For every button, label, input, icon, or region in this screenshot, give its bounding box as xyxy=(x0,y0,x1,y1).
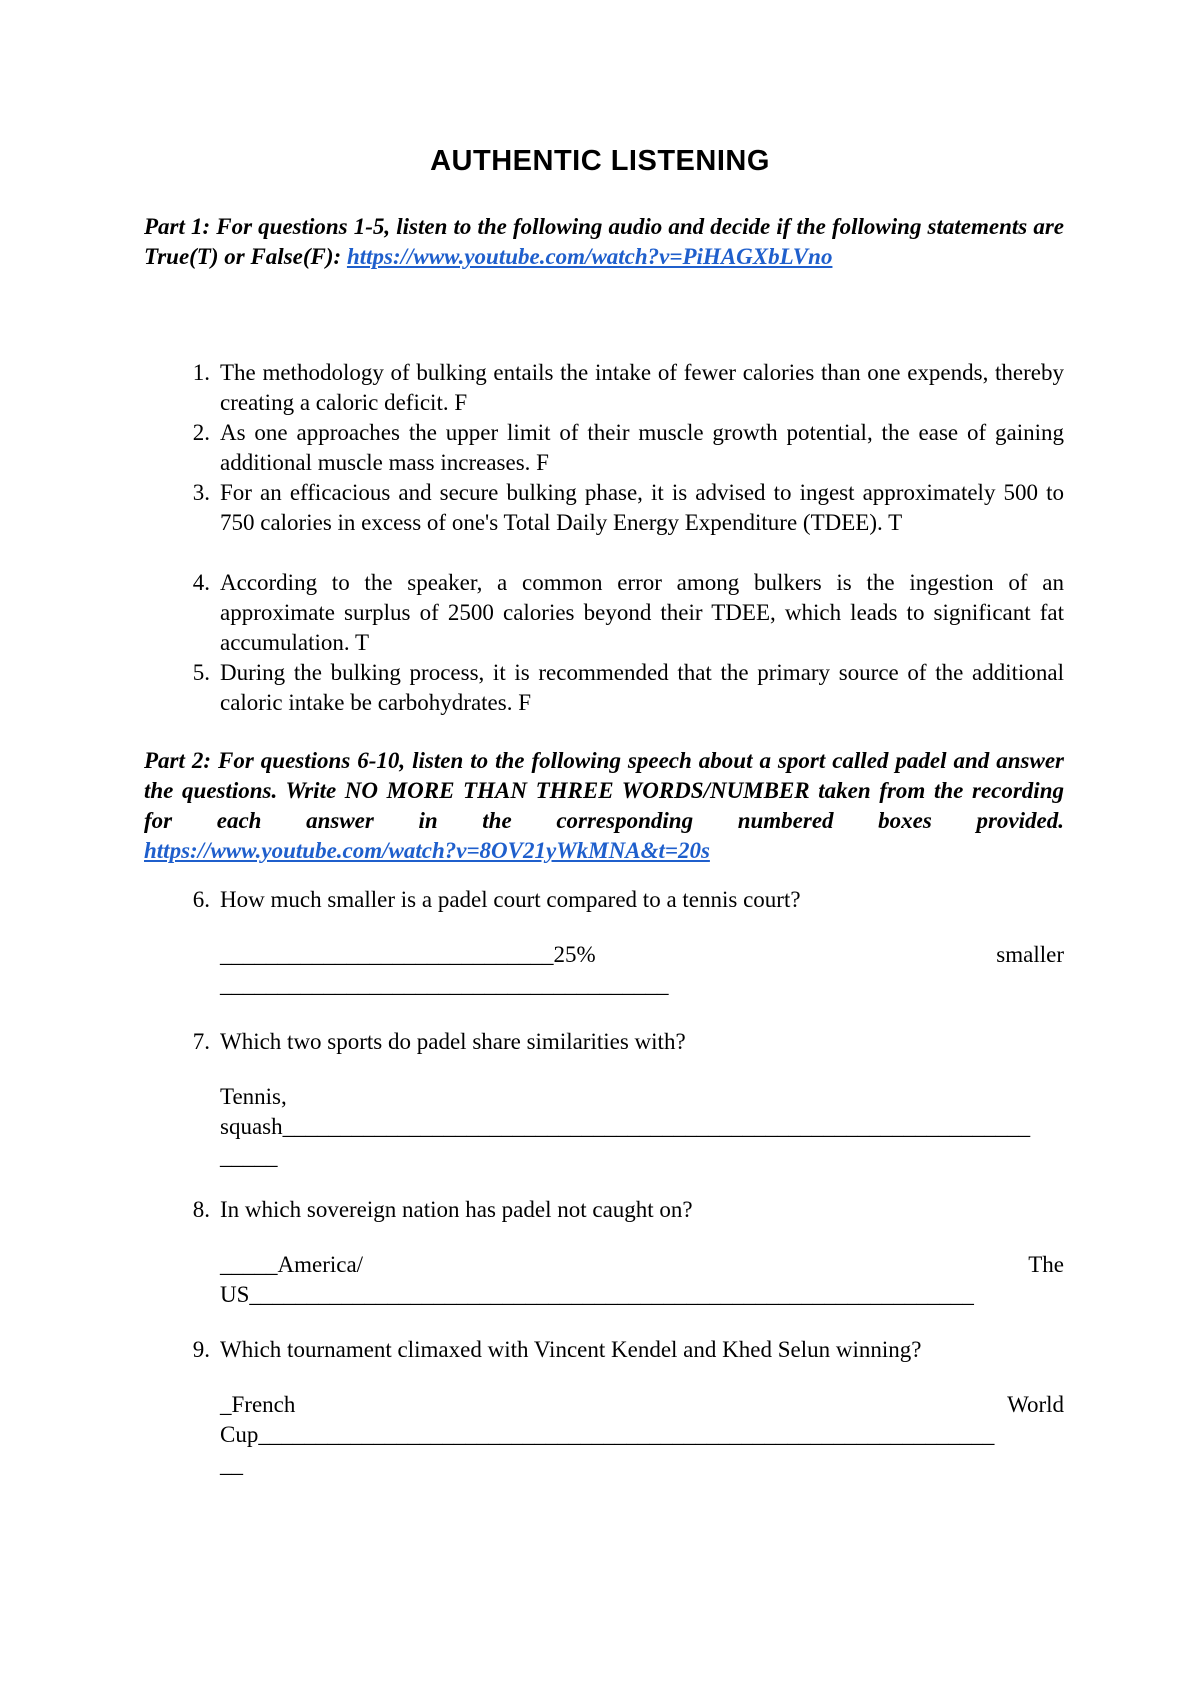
part2-instruction xyxy=(144,746,1064,866)
answer-line-end: World xyxy=(1007,1392,1064,1417)
item-number: 5. xyxy=(192,660,210,685)
answer-line: Cup________________________________________________________________ xyxy=(220,1422,995,1447)
item-text: For an efficacious and secure bulking phase, it is advised to ingest approximately 500 to 750 calories in excess of one's Total Daily Energy Expenditure (TDEE). T xyxy=(220,480,1064,535)
part1-instruction-text: Part 1: For questions 1-5, listen to the following audio and decide if the following statements are True(T) or False(F): xyxy=(144,214,1064,269)
answer-line: _____ xyxy=(220,1144,278,1169)
answer-line: _____America/ xyxy=(220,1252,364,1277)
answer-line: _French xyxy=(220,1392,296,1417)
list-item xyxy=(192,418,1064,478)
question-6 xyxy=(192,885,1064,915)
question-7 xyxy=(192,1027,1064,1057)
question-number: 7. xyxy=(192,1029,210,1054)
item-text: According to the speaker, a common error among bulkers is the ingestion of an approximate surplus of 2500 calories beyond their TDEE, which leads to significant fat accumulation. T xyxy=(220,570,1064,655)
question-number: 6. xyxy=(192,887,210,912)
list-item xyxy=(192,568,1064,658)
question-text: How much smaller is a padel court compared to a tennis court? xyxy=(220,887,801,912)
answer-8 xyxy=(220,1250,1064,1310)
item-number: 1. xyxy=(192,360,210,385)
item-text: During the bulking process, it is recommended that the primary source of the additional caloric intake be carbohydrates. F xyxy=(220,660,1064,715)
part2-instruction-text: Part 2: For questions 6-10, listen to the following speech about a sport called padel and answer the questions. Write NO MORE THAN THREE WORDS/NUMBER taken from the recording for each answer in the corresponding numbered boxes provided. xyxy=(144,748,1064,833)
answer-line: Tennis, xyxy=(220,1084,287,1109)
item-text: As one approaches the upper limit of their muscle growth potential, the ease of gaining additional muscle mass increases. F xyxy=(220,420,1064,475)
page-title: AUTHENTIC LISTENING xyxy=(430,145,770,177)
answer-line: _______________________________________ xyxy=(220,972,669,997)
answer-line: _____________________________25% xyxy=(220,942,596,967)
part2-link[interactable]: https://www.youtube.com/watch?v=8OV21yWkMNA&t=20s xyxy=(144,838,710,863)
question-text: In which sovereign nation has padel not caught on? xyxy=(220,1197,693,1222)
answer-6 xyxy=(220,940,1064,1000)
item-number: 2. xyxy=(192,420,210,445)
question-number: 9. xyxy=(192,1337,210,1362)
list-item xyxy=(192,478,1064,538)
question-8 xyxy=(192,1195,1064,1225)
question-number: 8. xyxy=(192,1197,210,1222)
part1-instruction xyxy=(144,212,1064,272)
question-text: Which two sports do padel share similarities with? xyxy=(220,1029,686,1054)
answer-9 xyxy=(220,1390,1064,1480)
item-text: The methodology of bulking entails the intake of fewer calories than one expends, thereby creating a caloric deficit. F xyxy=(220,360,1064,415)
item-number: 3. xyxy=(192,480,210,505)
answer-7 xyxy=(220,1082,1064,1172)
question-9 xyxy=(192,1335,1064,1365)
answer-line: US_______________________________________________________________ xyxy=(220,1282,974,1307)
answer-line-end: The xyxy=(1028,1252,1064,1277)
part1-link[interactable]: https://www.youtube.com/watch?v=PiHAGXbLVno xyxy=(346,244,833,269)
question-text: Which tournament climaxed with Vincent Kendel and Khed Selun winning? xyxy=(220,1337,922,1362)
answer-line-end: smaller xyxy=(996,942,1064,967)
list-item xyxy=(192,658,1064,718)
answer-line: __ xyxy=(220,1452,243,1477)
list-item xyxy=(192,358,1064,418)
answer-line: squash_________________________________________________________________ xyxy=(220,1114,1031,1139)
item-number: 4. xyxy=(192,570,210,595)
